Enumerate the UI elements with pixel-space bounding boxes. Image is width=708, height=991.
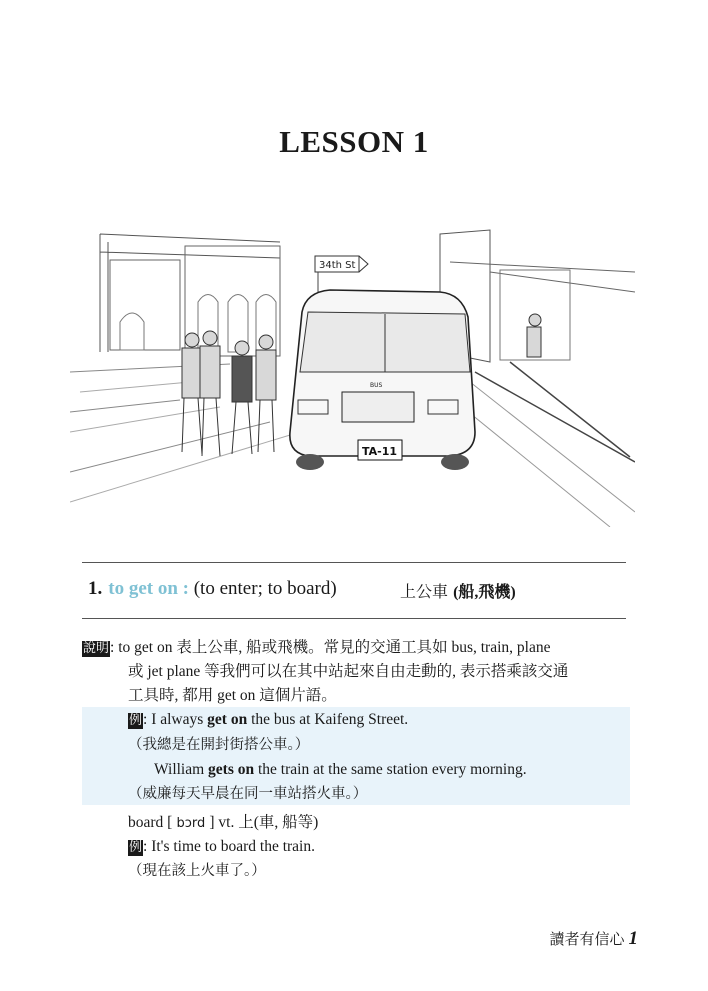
page-footer [549,928,638,950]
example-2: William gets on the train at the same station every morning. [154,761,527,778]
page-number: 1 [628,928,638,949]
board-entry: board [ bɔrd ] vt. 上(車, 船等) [128,814,319,831]
footer-series-title: 讀者有信心 [549,930,625,948]
explanation-line-2: 或 jet plane 等我們可以在其中站起來自由走動的, 表示搭乘該交通 [128,663,569,680]
example-2-translation: （威廉每天早晨在同一車站搭火車。） [128,786,368,802]
explanation-line-1: 說明: to get on 表上公車, 船或飛機。常見的交通工具如 bus, train, plane [83,639,551,656]
entry-zh-meaning: 上公車 (船,飛機) [400,582,516,601]
license-plate: TA-11 [362,445,398,458]
board-example: 例: It's time to board the train. [129,838,315,855]
explanation-tag: 說明 [83,641,110,656]
bus-stop-illustration [70,222,635,527]
example-1-translation: （我總是在開封街搭公車。） [128,737,310,753]
bus-label: BUS [370,382,383,389]
entry-term: to get on : [108,578,189,599]
entry-heading [88,578,516,601]
bottom-divider [82,618,626,619]
example-1: 例: I always get on the bus at Kaifeng Street. [129,711,409,728]
entry-definition: (to enter; to board) [193,578,337,599]
example-tag: 例 [129,713,143,728]
lesson-title: LESSON 1 [279,124,429,159]
board-example-translation: （現在該上火車了。） [128,863,266,879]
entry-number: 1. [88,578,103,599]
top-divider [82,562,626,563]
board-example-tag: 例 [129,840,143,855]
street-sign-text: 34th St [319,260,356,271]
explanation-line-3: 工具時, 都用 get on 這個片語。 [128,687,337,704]
